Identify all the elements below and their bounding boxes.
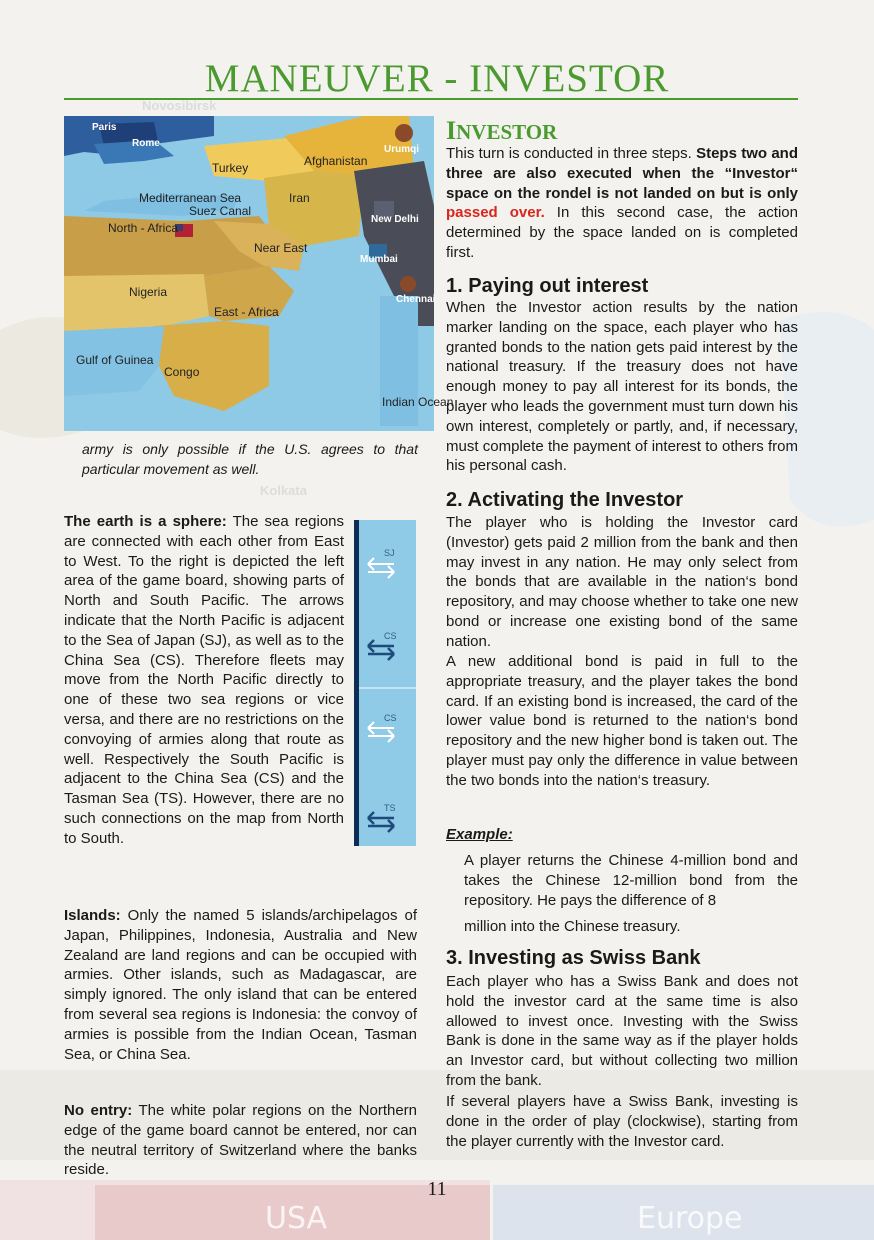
map-label-north-africa: North - Africa [108, 221, 179, 235]
map-label-nigeria: Nigeria [129, 285, 168, 299]
map-label-suez: Suez Canal [189, 204, 252, 218]
section-heading-investor: INVESTOR [446, 116, 558, 145]
map-label-paris: Paris [92, 122, 117, 133]
intro-paragraph: This turn is conducted in three steps. Steps two and three are also executed when the “Investor“ space on the rondel is not landed on but is only passed over. In this second case, the action determined by the space landed on is completed first. [446, 145, 798, 261]
map-label-congo: Congo [164, 365, 200, 379]
map-caption: army is only possible if the U.S. agrees to that particular movement as well. [82, 441, 418, 477]
background-label-usa: USA [265, 1201, 328, 1236]
step1-paragraph: When the Investor action results by the nation marker landing on the space, each player who has granted bonds to the nation gets paid interest by the national treasury. If the treasury does not have enough money to pay all interest for its bonds, the player who leads the government must turn down his own interest, completely or partly, and, if necessary, must complete the payment of interest to others from his personal cash. [446, 299, 798, 475]
page-title: MANEUVER - INVESTOR [204, 57, 670, 100]
step2-paragraph-1: The player who is holding the Investor card (Investor) gets paid 2 million from the bank and then may invest in any nation. He may only select from the bonds that are available in the nation‘s bond repository, and may choose whether to take one new bond or increase one existing bond of the same nation. [446, 514, 798, 650]
passed-over-highlight: passed over. [446, 204, 545, 222]
pacific-arrows-figure [354, 520, 416, 846]
no-entry-text: The white polar regions on the Northern edge of the game board cannot be entered, nor can the neutral territory of Switzerland where the banks reside. [64, 1102, 418, 1179]
map-label-urumqi: Urumqi [384, 144, 419, 155]
islands-paragraph [64, 906, 417, 1064]
title-divider [64, 98, 798, 100]
sphere-paragraph [64, 512, 344, 849]
sidebar-label-ts: TS [384, 803, 396, 813]
map-label-rome: Rome [132, 138, 160, 149]
page-number: 11 [427, 1178, 447, 1200]
map-label-east-africa: East - Africa [214, 305, 279, 319]
example-text: A player returns the Chinese 4-million bond and takes the Chinese 12-million bond from the repository. He pays the difference of 8 [464, 852, 798, 909]
sidebar-label-cs: CS [384, 631, 397, 641]
sphere-text: The sea regions are connected with each other from East to West. To the right is depicted the left area of the game board, showing parts of North and South Pacific. The arrows indicate that the North Pacific is adjacent to the Sea of Japan (SJ), as well as to the China Sea (CS). Therefore fleets may move from the North Pacific directly to one of these two sea regions or vice versa, and there are no restrictions on the convoying of armies along that route as well. Respectively the South Pacific is adjacent to the China Sea (CS) and the Tasman Sea (TS). However, there are no such connections on the map from North to South. [64, 513, 344, 847]
step3-paragraph-1: Each player who has a Swiss Bank and does not hold the investor card at the same time is also allowed to invest once. Investing with the Swiss Bank is done in the same way as if the player holds an Investor card, but without collecting two million from the bank. [446, 973, 798, 1089]
map-label-iran: Iran [289, 191, 310, 205]
map-label-gulf: Gulf of Guinea [76, 353, 154, 367]
no-entry-lead: No entry: [64, 1102, 133, 1119]
background-label-kolkata: Kolkata [260, 483, 307, 498]
map-label-mumbai: Mumbai [360, 254, 398, 265]
example-label: Example: [446, 826, 513, 843]
map-label-turkey: Turkey [212, 161, 249, 175]
step2-paragraph-2: A new additional bond is paid in full to the appropriate treasury, and the player takes the bond card. If an existing bond is increased, the card of the lower value bond is returned to the nation‘s bond repository and the new higher bond is taken out. The player must pay only the difference in value between the two bonds into the nation‘s treasury. [446, 653, 798, 789]
islands-lead: Islands: [64, 907, 121, 924]
islands-text: Only the named 5 islands/archipelagos of Japan, Philippines, Indonesia, Australia and New Zealand are land regions and can be occupied with armies. Other islands, such as Madagascar, are simply ignored. The only island that can be entered from several sea regions is Indonesia: the convoy of armies is possible from the Indian Ocean, Tasman Sea, or China Sea. [64, 907, 417, 1063]
no-entry-paragraph [64, 1101, 417, 1180]
map-label-indian-ocean: Indian Ocean [382, 395, 454, 409]
map-label-near-east: Near East [254, 241, 308, 255]
sidebar-label-cs-south: CS [384, 713, 397, 723]
step3-paragraph-2: If several players have a Swiss Bank, investing is done in the order of play (clockwise), starting from the player currently with the Investor card. [446, 1093, 798, 1150]
background-label-novosibirsk: Novosibirsk [142, 98, 217, 113]
map-label-afghanistan: Afghanistan [304, 154, 368, 168]
step2-heading: 2. Activating the Investor [446, 489, 684, 511]
step3-heading: 3. Investing as Swiss Bank [446, 947, 701, 969]
sphere-lead: The earth is a sphere: [64, 513, 227, 530]
map-label-chennai: Chennai [396, 294, 436, 305]
game-board-map [64, 116, 454, 431]
sidebar-label-sj: SJ [384, 548, 395, 558]
map-label-mediterranean: Mediterranean Sea [139, 191, 242, 205]
background-label-europe: Europe [637, 1201, 743, 1236]
example-text-end: million into the Chinese treasury. [464, 918, 681, 935]
map-label-new-delhi: New Delhi [371, 214, 419, 225]
step1-heading: 1. Paying out interest [446, 275, 649, 297]
